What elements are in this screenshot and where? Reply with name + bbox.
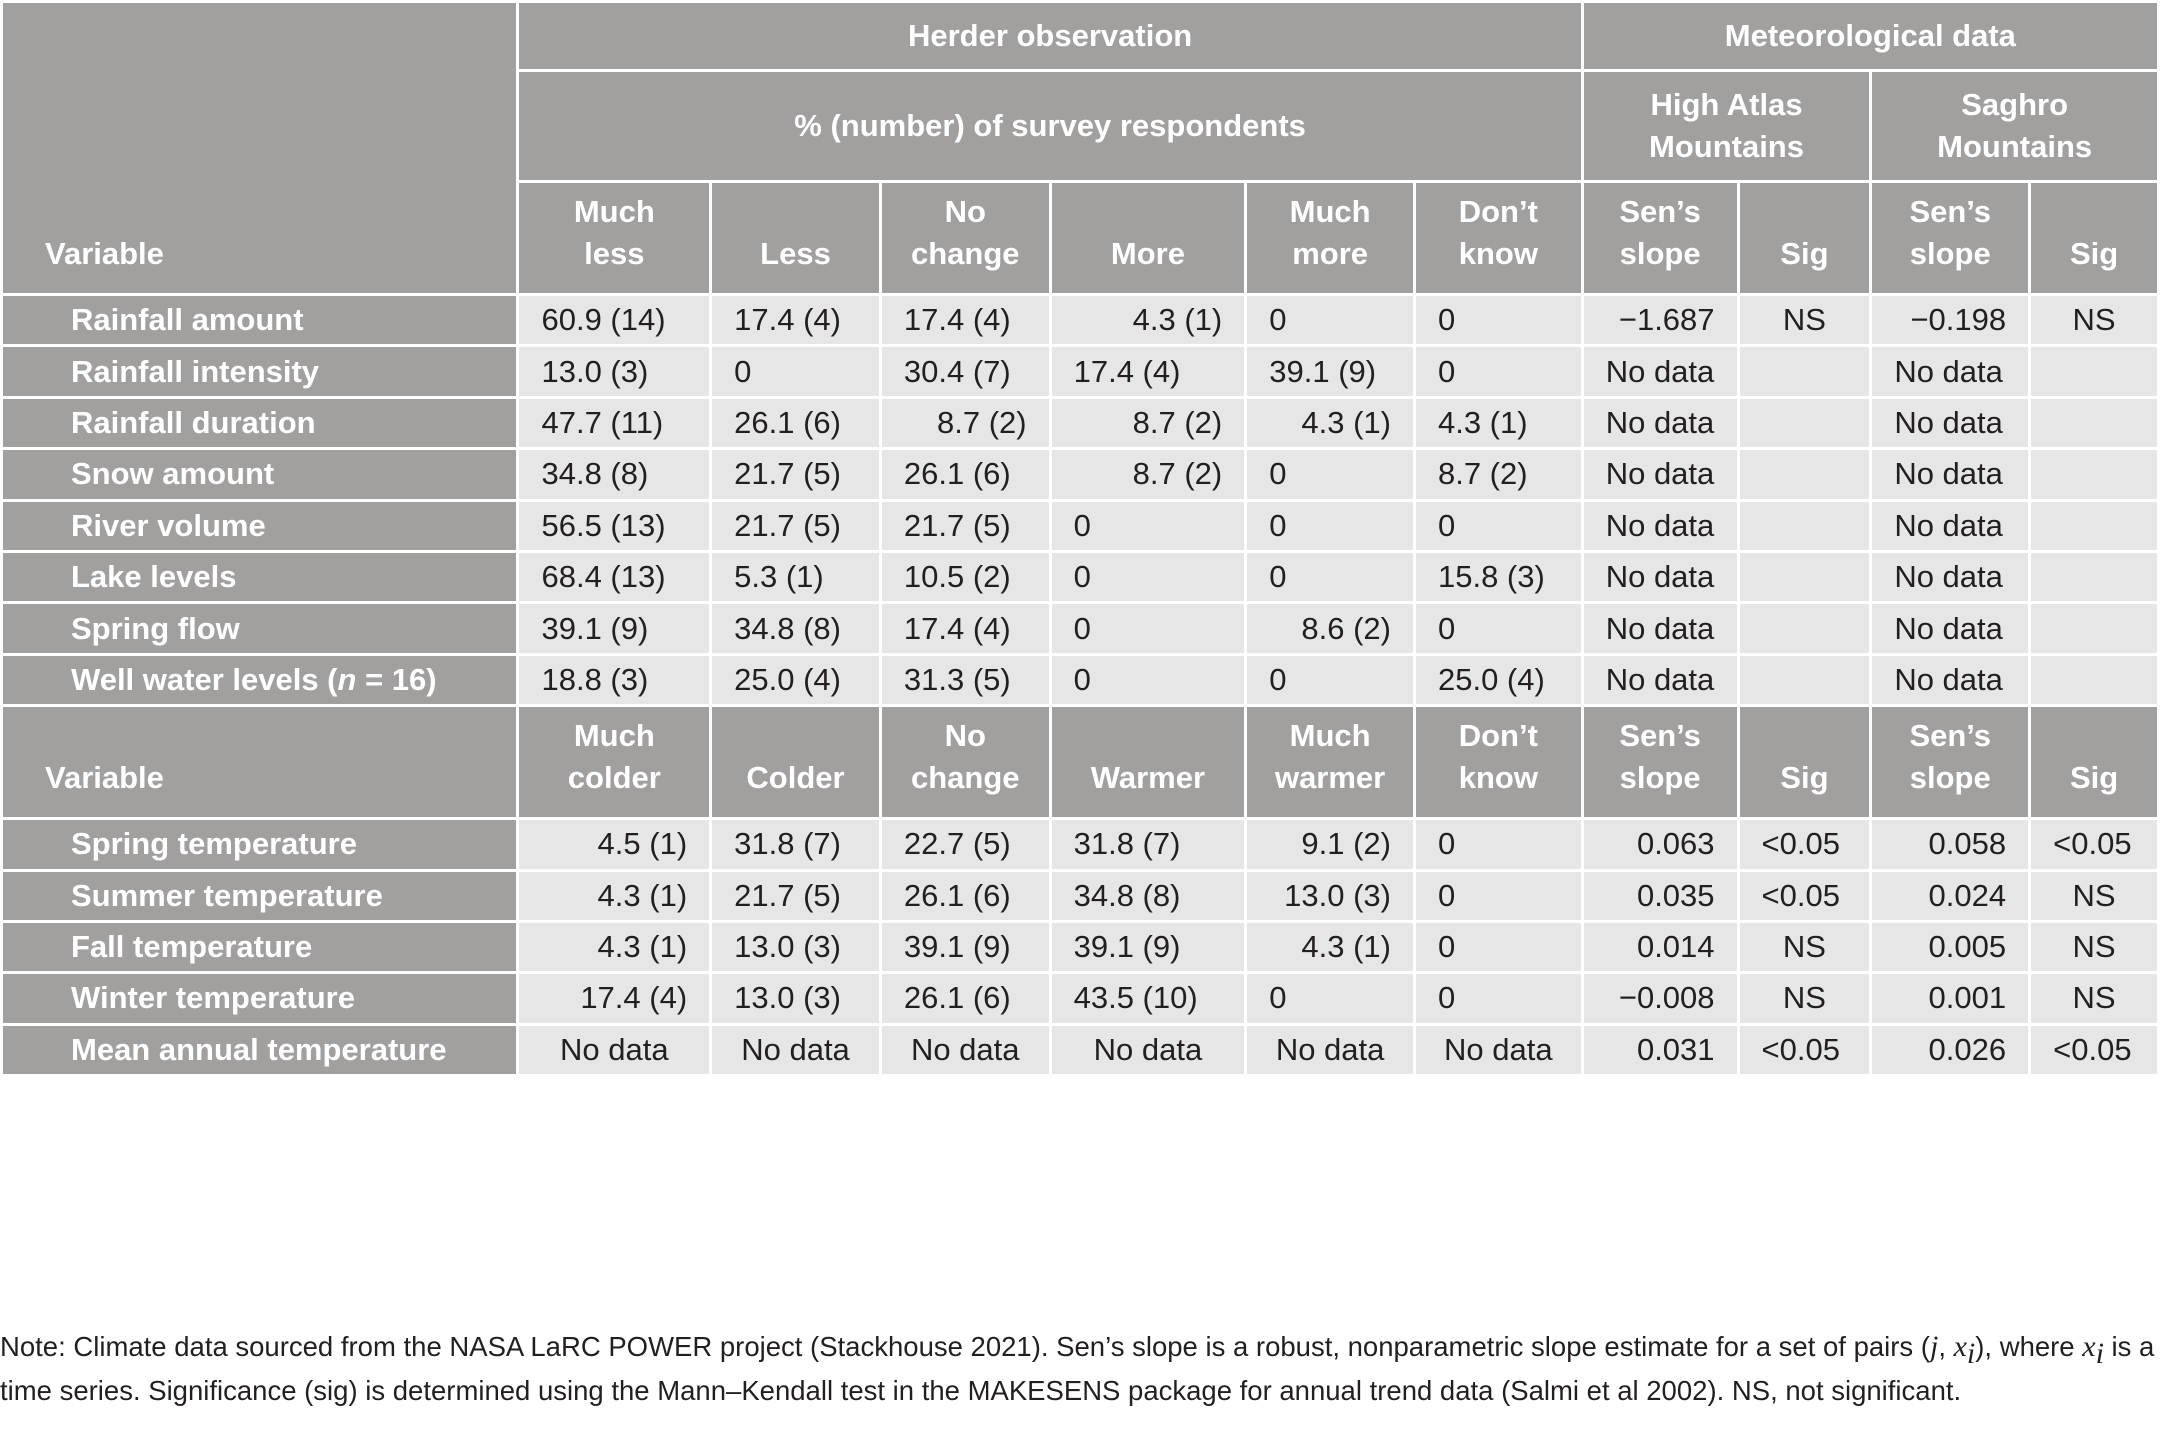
value-cell: 13.0 (3): [518, 346, 711, 397]
temp-row: [2, 1024, 2159, 1075]
rain-col-header: Don’t know: [1414, 182, 1582, 295]
value-cell: 17.4 (4): [711, 295, 881, 346]
ha-slope-cell: No data: [1582, 551, 1738, 602]
row-label: Snow amount: [2, 449, 518, 500]
sa-slope-cell: 0.026: [1871, 1024, 2030, 1075]
sa-slope-cell: No data: [1871, 449, 2030, 500]
ha-slope-cell: 0.035: [1582, 870, 1738, 921]
sa-sig-cell: [2030, 449, 2159, 500]
value-cell: No data: [1246, 1024, 1415, 1075]
value-cell: 17.4 (4): [1050, 346, 1246, 397]
value-cell: 22.7 (5): [880, 819, 1050, 870]
row-label: Rainfall amount: [2, 295, 518, 346]
value-cell: 25.0 (4): [1414, 654, 1582, 705]
ha-sig-cell: [1738, 397, 1871, 448]
value-cell: 0: [1414, 603, 1582, 654]
table-note: Note: Climate data sourced from the NASA LaRC POWER project (Stackhouse 2021). Sen’s slope is a robust, nonparametric slope estimate for a set of pairs (j, $x_i$), where $x_i$ is a time series. Significance (sig) is determined using the Mann–Kendall test in the MAKESENS package for annual trend data (Salmi et al 2002). NS, not significant.: [0, 1330, 2155, 1406]
ha-sens-slope-header: Sen’s slope: [1582, 706, 1738, 819]
value-cell: 4.3 (1): [1246, 397, 1415, 448]
value-cell: 0: [1414, 295, 1582, 346]
rain-col-header: Less: [711, 182, 881, 295]
value-cell: 26.1 (6): [711, 397, 881, 448]
ha-sens-slope-header: Sen’s slope: [1582, 182, 1738, 295]
saghro-header: Saghro Mountains: [1871, 71, 2159, 182]
sa-sens-slope-header: Sen’s slope: [1871, 706, 2030, 819]
row-label: Summer temperature: [2, 870, 518, 921]
sa-sig-cell: [2030, 500, 2159, 551]
variable-header-temperature: Variable: [2, 706, 518, 819]
value-cell: 8.6 (2): [1246, 603, 1415, 654]
value-cell: 21.7 (5): [711, 870, 881, 921]
rain-col-header: Much more: [1246, 182, 1415, 295]
rain-row: [2, 500, 2159, 551]
row-label: Well water levels (n = 16): [2, 654, 518, 705]
value-cell: 26.1 (6): [880, 870, 1050, 921]
value-cell: 4.3 (1): [518, 921, 711, 972]
rain-row: [2, 449, 2159, 500]
temp-row: [2, 921, 2159, 972]
sa-sig-cell: [2030, 346, 2159, 397]
row-label: Lake levels: [2, 551, 518, 602]
value-cell: 31.8 (7): [711, 819, 881, 870]
ha-slope-cell: No data: [1582, 346, 1738, 397]
value-cell: 47.7 (11): [518, 397, 711, 448]
sa-sig-cell: NS: [2030, 295, 2159, 346]
ha-slope-cell: No data: [1582, 654, 1738, 705]
sa-slope-cell: 0.001: [1871, 973, 2030, 1024]
rain-row: [2, 346, 2159, 397]
rain-row: [2, 397, 2159, 448]
value-cell: 4.3 (1): [1246, 921, 1415, 972]
temp-row: [2, 819, 2159, 870]
value-cell: 8.7 (2): [1050, 397, 1246, 448]
temp-col-header: No change: [880, 706, 1050, 819]
sa-slope-cell: 0.058: [1871, 819, 2030, 870]
sa-sig-cell: [2030, 397, 2159, 448]
value-cell: 0: [1050, 654, 1246, 705]
value-cell: 0: [1246, 500, 1415, 551]
value-cell: 21.7 (5): [711, 500, 881, 551]
sa-slope-cell: No data: [1871, 346, 2030, 397]
rain-col-header: Much less: [518, 182, 711, 295]
value-cell: 13.0 (3): [1246, 870, 1415, 921]
row-label: Spring temperature: [2, 819, 518, 870]
value-cell: 4.5 (1): [518, 819, 711, 870]
temp-col-header: Much warmer: [1246, 706, 1415, 819]
sa-slope-cell: No data: [1871, 654, 2030, 705]
value-cell: 68.4 (13): [518, 551, 711, 602]
value-cell: 43.5 (10): [1050, 973, 1246, 1024]
sa-slope-cell: 0.024: [1871, 870, 2030, 921]
value-cell: 34.8 (8): [1050, 870, 1246, 921]
herder-observation-header: Herder observation: [518, 2, 1582, 71]
temp-col-header: Colder: [711, 706, 881, 819]
sa-sig-header: Sig: [2030, 706, 2159, 819]
ha-slope-cell: No data: [1582, 397, 1738, 448]
value-cell: 39.1 (9): [1050, 921, 1246, 972]
ha-slope-cell: No data: [1582, 500, 1738, 551]
value-cell: 31.3 (5): [880, 654, 1050, 705]
ha-sig-cell: [1738, 500, 1871, 551]
value-cell: 39.1 (9): [880, 921, 1050, 972]
value-cell: 4.3 (1): [1050, 295, 1246, 346]
row-label: Rainfall intensity: [2, 346, 518, 397]
value-cell: 30.4 (7): [880, 346, 1050, 397]
value-cell: 0: [1414, 870, 1582, 921]
value-cell: 0: [1050, 500, 1246, 551]
ha-sig-cell: NS: [1738, 973, 1871, 1024]
variable-header: Variable: [2, 2, 518, 295]
value-cell: 0: [1246, 551, 1415, 602]
sa-slope-cell: No data: [1871, 603, 2030, 654]
ha-slope-cell: 0.014: [1582, 921, 1738, 972]
value-cell: 31.8 (7): [1050, 819, 1246, 870]
value-cell: 8.7 (2): [1414, 449, 1582, 500]
rain-row: [2, 603, 2159, 654]
meteorological-data-header: Meteorological data: [1582, 2, 2158, 71]
ha-slope-cell: No data: [1582, 449, 1738, 500]
value-cell: 13.0 (3): [711, 921, 881, 972]
value-cell: No data: [1414, 1024, 1582, 1075]
value-cell: 18.8 (3): [518, 654, 711, 705]
ha-slope-cell: −1.687: [1582, 295, 1738, 346]
sa-sig-cell: <0.05: [2030, 1024, 2159, 1075]
rain-col-header: No change: [880, 182, 1050, 295]
row-label: Rainfall duration: [2, 397, 518, 448]
value-cell: 56.5 (13): [518, 500, 711, 551]
value-cell: 15.8 (3): [1414, 551, 1582, 602]
row-label: Winter temperature: [2, 973, 518, 1024]
rain-row: [2, 295, 2159, 346]
ha-sig-cell: <0.05: [1738, 870, 1871, 921]
value-cell: 21.7 (5): [880, 500, 1050, 551]
sa-slope-cell: No data: [1871, 551, 2030, 602]
sa-sig-cell: NS: [2030, 870, 2159, 921]
temp-col-header: Warmer: [1050, 706, 1246, 819]
value-cell: No data: [1050, 1024, 1246, 1075]
respondents-caption: % (number) of survey respondents: [518, 71, 1582, 182]
value-cell: No data: [711, 1024, 881, 1075]
sa-sig-cell: [2030, 603, 2159, 654]
sa-sig-cell: [2030, 654, 2159, 705]
sa-sig-cell: NS: [2030, 973, 2159, 1024]
ha-slope-cell: 0.031: [1582, 1024, 1738, 1075]
value-cell: 0: [1414, 921, 1582, 972]
rain-row: [2, 654, 2159, 705]
high-atlas-header: High Atlas Mountains: [1582, 71, 1871, 182]
value-cell: 39.1 (9): [1246, 346, 1415, 397]
value-cell: 26.1 (6): [880, 973, 1050, 1024]
row-label: River volume: [2, 500, 518, 551]
value-cell: 5.3 (1): [711, 551, 881, 602]
row-label: Spring flow: [2, 603, 518, 654]
value-cell: 21.7 (5): [711, 449, 881, 500]
value-cell: 0: [1050, 551, 1246, 602]
sa-sig-cell: [2030, 551, 2159, 602]
sa-sig-cell: NS: [2030, 921, 2159, 972]
value-cell: 60.9 (14): [518, 295, 711, 346]
ha-sig-cell: [1738, 551, 1871, 602]
ha-sig-cell: <0.05: [1738, 1024, 1871, 1075]
value-cell: 0: [711, 346, 881, 397]
value-cell: 8.7 (2): [880, 397, 1050, 448]
ha-sig-cell: NS: [1738, 295, 1871, 346]
value-cell: 8.7 (2): [1050, 449, 1246, 500]
ha-sig-cell: [1738, 449, 1871, 500]
value-cell: 0: [1414, 973, 1582, 1024]
ha-slope-cell: No data: [1582, 603, 1738, 654]
value-cell: 26.1 (6): [880, 449, 1050, 500]
value-cell: 17.4 (4): [518, 973, 711, 1024]
value-cell: 0: [1246, 654, 1415, 705]
ha-sig-cell: [1738, 346, 1871, 397]
ha-sig-cell: [1738, 603, 1871, 654]
value-cell: No data: [518, 1024, 711, 1075]
value-cell: No data: [880, 1024, 1050, 1075]
row-label: Mean annual temperature: [2, 1024, 518, 1075]
sa-slope-cell: 0.005: [1871, 921, 2030, 972]
ha-sig-cell: <0.05: [1738, 819, 1871, 870]
value-cell: 4.3 (1): [518, 870, 711, 921]
value-cell: 0: [1246, 449, 1415, 500]
temp-col-header: Much colder: [518, 706, 711, 819]
temp-row: [2, 870, 2159, 921]
value-cell: 10.5 (2): [880, 551, 1050, 602]
rain-col-header: More: [1050, 182, 1246, 295]
value-cell: 13.0 (3): [711, 973, 881, 1024]
ha-sig-header: Sig: [1738, 182, 1871, 295]
value-cell: 39.1 (9): [518, 603, 711, 654]
sa-slope-cell: No data: [1871, 397, 2030, 448]
ha-slope-cell: 0.063: [1582, 819, 1738, 870]
value-cell: 9.1 (2): [1246, 819, 1415, 870]
sa-sens-slope-header: Sen’s slope: [1871, 182, 2030, 295]
value-cell: 0: [1414, 819, 1582, 870]
value-cell: 4.3 (1): [1414, 397, 1582, 448]
value-cell: 25.0 (4): [711, 654, 881, 705]
ha-sig-cell: NS: [1738, 921, 1871, 972]
sa-sig-cell: <0.05: [2030, 819, 2159, 870]
ha-sig-header: Sig: [1738, 706, 1871, 819]
value-cell: 0: [1414, 346, 1582, 397]
temp-row: [2, 973, 2159, 1024]
temp-col-header: Don’t know: [1414, 706, 1582, 819]
value-cell: 17.4 (4): [880, 603, 1050, 654]
value-cell: 0: [1246, 295, 1415, 346]
sa-slope-cell: −0.198: [1871, 295, 2030, 346]
value-cell: 0: [1050, 603, 1246, 654]
ha-slope-cell: −0.008: [1582, 973, 1738, 1024]
ha-sig-cell: [1738, 654, 1871, 705]
row-label: Fall temperature: [2, 921, 518, 972]
rain-row: [2, 551, 2159, 602]
value-cell: 34.8 (8): [518, 449, 711, 500]
value-cell: 0: [1246, 973, 1415, 1024]
value-cell: 17.4 (4): [880, 295, 1050, 346]
value-cell: 0: [1414, 500, 1582, 551]
value-cell: 34.8 (8): [711, 603, 881, 654]
sa-sig-header: Sig: [2030, 182, 2159, 295]
sa-slope-cell: No data: [1871, 500, 2030, 551]
